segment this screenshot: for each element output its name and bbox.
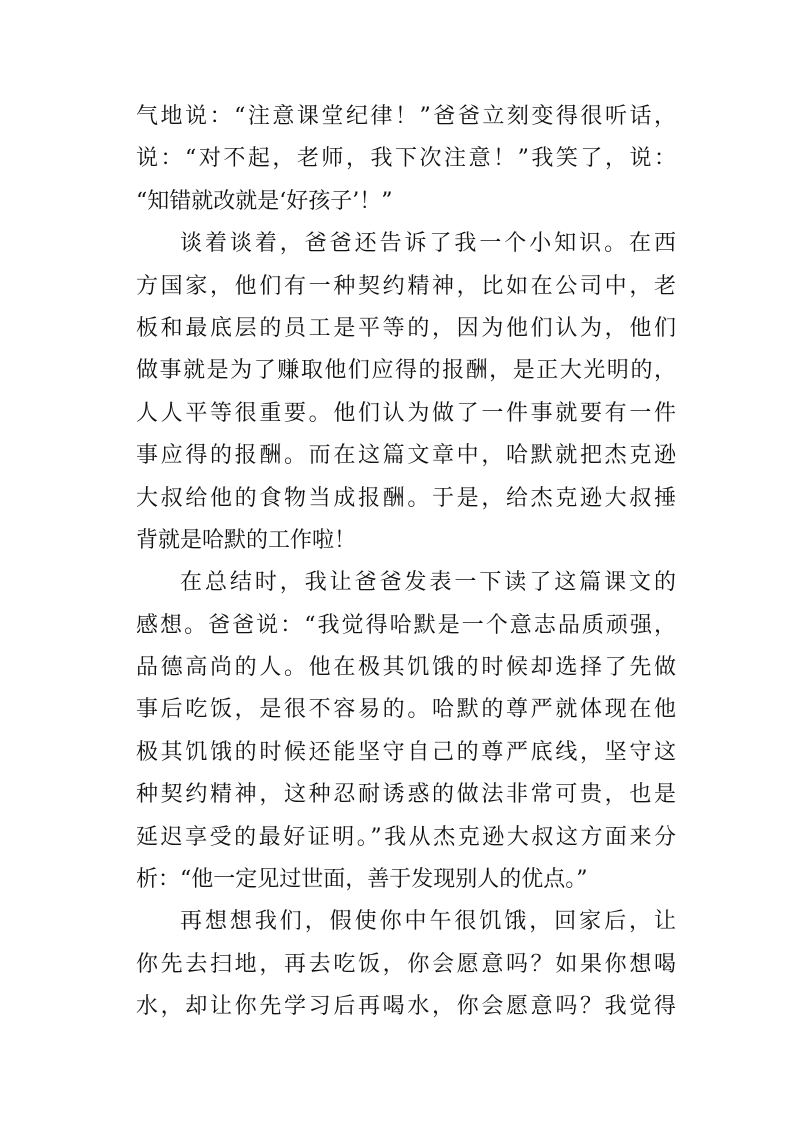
text-line: 极其饥饿的时候还能坚守自己的尊严底线，坚守这 bbox=[136, 739, 676, 765]
text-line: 方国家，他们有一种契约精神，比如在公司中，老 bbox=[136, 273, 676, 299]
text-line: 气地说：“注意课堂纪律！”爸爸立刻变得很听话， bbox=[136, 104, 676, 129]
text-line: 水，却让你先学习后再喝水，你会愿意吗？我觉得 bbox=[136, 994, 676, 1020]
text-line: 事应得的报酬。而在这篇文章中，哈默就把杰克逊 bbox=[136, 443, 676, 469]
text-line: 延迟享受的最好证明。”我从杰克逊大叔这方面来分 bbox=[136, 824, 676, 850]
text-line: 析：“他一定见过世面，善于发现别人的优点。” bbox=[136, 867, 588, 893]
body-text bbox=[136, 96, 676, 1029]
text-line: 人人平等很重要。他们认为做了一件事就要有一件 bbox=[136, 400, 676, 426]
text-line: 做事就是为了赚取他们应得的报酬，是正大光明的， bbox=[136, 358, 676, 384]
text-line: 大叔给他的食物当成报酬。于是，给杰克逊大叔捶 bbox=[136, 485, 676, 511]
text-line: 你先去扫地，再去吃饭，你会愿意吗？如果你想喝 bbox=[136, 951, 676, 977]
text-line: 板和最底层的员工是平等的，因为他们认为，他们 bbox=[136, 315, 676, 341]
text-line: 说：“对不起，老师，我下次注意！”我笑了，说： bbox=[136, 146, 676, 172]
text-line: 感想。爸爸说：“我觉得哈默是一个意志品质顽强， bbox=[136, 612, 676, 638]
text-line: 种契约精神，这种忍耐诱惑的做法非常可贵，也是 bbox=[136, 782, 676, 808]
paragraph-first-line: 再想想我们，假使你中午很饥饿，回家后，让 bbox=[180, 909, 676, 935]
text-line: 背就是哈默的工作啦！ bbox=[136, 527, 357, 553]
text-line: 事后吃饭，是很不容易的。哈默的尊严就体现在他 bbox=[136, 697, 676, 723]
paragraph-first-line: 在总结时，我让爸爸发表一下读了这篇课文的 bbox=[180, 570, 676, 596]
paragraph-first-line: 谈着谈着，爸爸还告诉了我一个小知识。在西 bbox=[180, 231, 676, 257]
text-line: “知错就改就是‘好孩子’！” bbox=[136, 188, 393, 214]
text-line: 品德高尚的人。他在极其饥饿的时候却选择了先做 bbox=[136, 655, 676, 681]
